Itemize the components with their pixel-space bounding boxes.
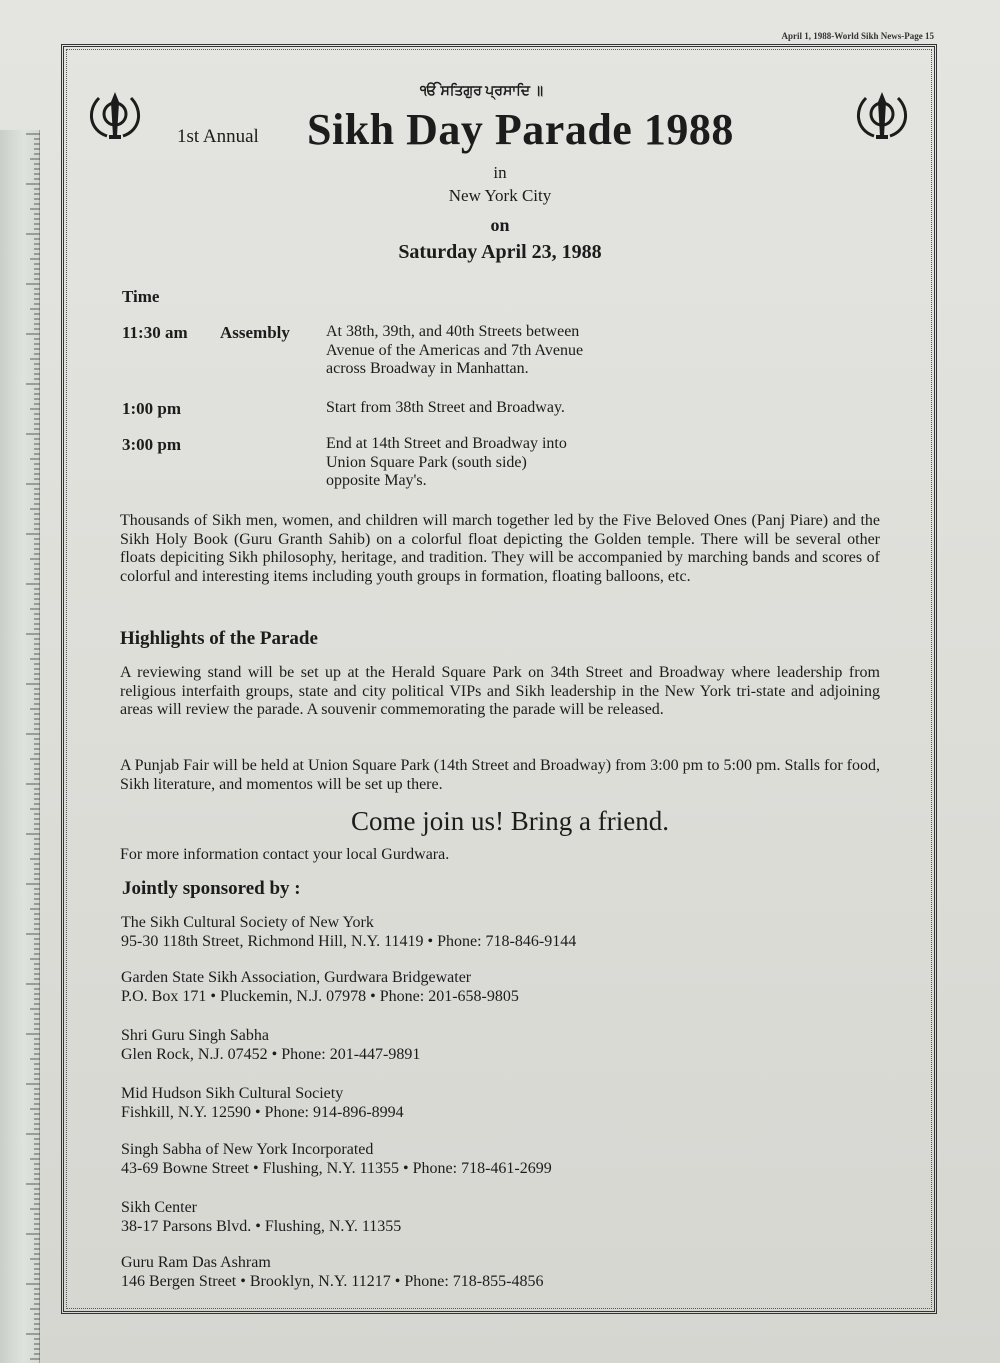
khanda-icon: [852, 88, 912, 144]
schedule-desc-line: across Broadway in Manhattan.: [326, 360, 529, 377]
schedule-time: 3:00 pm: [122, 435, 182, 454]
sponsor-name: Mid Hudson Sikh Cultural Society: [121, 1085, 344, 1102]
title-prefix: 1st Annual: [177, 126, 259, 147]
sponsor-name: Guru Ram Das Ashram: [121, 1254, 271, 1271]
schedule-time: 11:30 am: [122, 323, 188, 342]
highlights-paragraph: A Punjab Fair will be held at Union Square Park (14th Street and Broadway) from 3:00 pm to 5:00 pm. Stalls for food, Sikh literature, and momentos will be set up there.: [120, 757, 880, 793]
gurmukhi-invocation: ੴ ਸਤਿਗੁਰ ਪ੍ਰਸਾਦਿ ॥: [420, 84, 544, 99]
schedule-time: 1:00 pm: [122, 399, 182, 418]
sponsor-item: [121, 968, 519, 1006]
sponsor-address: 38-17 Parsons Blvd. • Flushing, N.Y. 11355: [121, 1218, 402, 1235]
sponsor-address: P.O. Box 171 • Pluckemin, N.J. 07978 • Phone: 201-658-9805: [121, 988, 519, 1005]
schedule-event: Assembly: [220, 323, 290, 342]
schedule-desc-line: At 38th, 39th, and 40th Streets between: [326, 323, 580, 340]
sponsor-item: [121, 1140, 552, 1178]
schedule-desc: [326, 323, 746, 379]
khanda-icon: [85, 88, 145, 144]
sponsor-item: [121, 1198, 401, 1236]
title-on: on: [490, 215, 510, 235]
info-line: For more information contact your local Gurdwara.: [120, 846, 450, 863]
intro-paragraph: Thousands of Sikh men, women, and children will march together led by the Five Beloved Ones (Panj Piare) and the Sikh Holy Book (Guru Granth Sahib) on a colorful float depicting the Golden temple. There will be several other floats depiciting Sikh philosophy, heritage, and tradition. They will be accompanied by marching bands and scores of colorful and interesting items including youth groups in formation, floating balloons, etc.: [120, 512, 880, 585]
schedule-desc: [326, 435, 746, 491]
sponsor-item: [121, 1253, 543, 1291]
page-header: April 1, 1988-World Sikh News-Page 15: [781, 31, 934, 41]
sponsor-name: The Sikh Cultural Society of New York: [121, 914, 374, 931]
schedule-desc-line: Avenue of the Americas and 7th Avenue: [326, 341, 584, 359]
title-city: New York City: [448, 186, 552, 205]
sponsor-name: Garden State Sikh Association, Gurdwara Bridgewater: [121, 969, 472, 986]
sponsors-heading: Jointly sponsored by :: [122, 878, 301, 899]
sponsor-item: [121, 1026, 420, 1064]
sponsor-address: 146 Bergen Street • Brooklyn, N.Y. 11217 • Phone: 718-855-4856: [121, 1273, 544, 1290]
schedule-heading: Time: [122, 287, 160, 306]
schedule-desc-line: End at 14th Street and Broadway into: [326, 435, 567, 452]
highlights-heading: Highlights of the Parade: [120, 628, 318, 649]
call-to-action: Come join us! Bring a friend.: [351, 806, 669, 836]
schedule-desc-line: Union Square Park (south side): [326, 453, 527, 471]
title-in: in: [493, 163, 507, 182]
sponsor-name: Sikh Center: [121, 1199, 197, 1216]
sponsor-item: [121, 1084, 404, 1122]
sponsor-item: [121, 913, 576, 951]
measuring-ruler: [0, 130, 40, 1363]
schedule-desc: [326, 399, 746, 418]
sponsor-address: 95-30 118th Street, Richmond Hill, N.Y. 11419 • Phone: 718-846-9144: [121, 933, 577, 950]
sponsor-name: Singh Sabha of New York Incorporated: [121, 1141, 374, 1158]
sponsor-name: Shri Guru Singh Sabha: [121, 1027, 269, 1044]
schedule-desc-line: opposite May's.: [326, 472, 427, 489]
sponsor-address: Fishkill, N.Y. 12590 • Phone: 914-896-8994: [121, 1104, 404, 1121]
sponsor-address: Glen Rock, N.J. 07452 • Phone: 201-447-9891: [121, 1046, 421, 1063]
sponsor-address: 43-69 Bowne Street • Flushing, N.Y. 11355 • Phone: 718-461-2699: [121, 1160, 552, 1177]
event-date: Saturday April 23, 1988: [398, 241, 602, 263]
schedule-desc-line: Start from 38th Street and Broadway.: [326, 399, 565, 416]
highlights-paragraph: A reviewing stand will be set up at the Herald Square Park on 34th Street and Broadway where leadership from religious interfaith groups, state and city political VIPs and Sikh leadership in the New York tri-state and adjoining areas will review the parade. A souvenir commemorating the parade will be released.: [120, 664, 880, 718]
page-title: Sikh Day Parade 1988: [307, 105, 734, 154]
